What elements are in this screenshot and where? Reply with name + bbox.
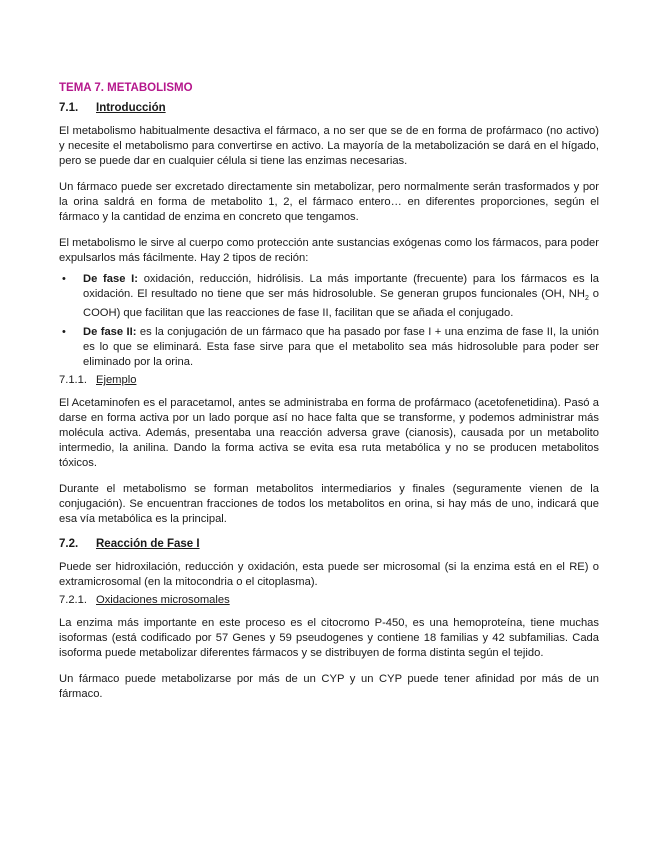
paragraph: El metabolismo habitualmente desactiva el fármaco, a no ser que se de en forma de profármaco (no activo) y necesite el metabolismo para convertirse en activo. La mayoría de la metabolización se dará en el hígado, pero se puede dar en cualquier célula si tiene las enzimas necesarias. xyxy=(59,125,599,167)
bullet-icon: • xyxy=(62,326,66,339)
bullet-icon: • xyxy=(62,273,66,285)
paragraph: El Acetaminofen es el paracetamol, antes se administraba en forma de profármaco (acetofenetidina). Pasó a darse en forma activa por un lado porque así no hace falta que se transforme, y podemos administrar más molécula activa. Además, presentaba una reacción adversa grave (cianosis), causada por un metabolito intermedio, la anilina. Dando la forma activa se evita esa ruta metabólica y no se producen metabolitos tóxicos. xyxy=(59,397,599,470)
reaction-types-list xyxy=(59,272,599,370)
document-page xyxy=(59,82,599,713)
list-item-label: De fase I: xyxy=(83,273,138,285)
section-number: 7.1. xyxy=(59,102,79,114)
section-title: Oxidaciones microsomales xyxy=(96,594,230,607)
subscript: 2 xyxy=(584,295,589,303)
list-item-text: oxidación, reducción, hidrólisis. La más importante (frecuente) para los fármacos es la oxidación. El resultado no tiene que ser más hidrosoluble. Se generan grupos funcionales (OH, NH xyxy=(83,273,599,300)
list-item-label: De fase II: xyxy=(83,326,137,339)
section-number: 7.2. xyxy=(59,538,79,551)
paragraph: Durante el metabolismo se forman metabolitos intermediarios y finales (seguramente vienen de la conjugación). Se encuentran fracciones de todos los metabolitos en orina, si hay más de uno, indicará que esa vía metabólica es la principal. xyxy=(59,483,599,526)
paragraph: Un fármaco puede ser excretado directamente sin metabolizar, pero normalmente serán trasformados y por la orina saldrá en forma de metabolito 1, 2, el fármaco entero… en diferentes proporciones, según el fármaco y la cantidad de enzima en concreto que tengamos. xyxy=(59,181,599,223)
section-heading-7-2-1 xyxy=(59,594,599,606)
section-heading-7-2 xyxy=(59,538,599,550)
paragraph: El metabolismo le sirve al cuerpo como protección ante sustancias exógenas como los fármacos, para poder expulsarlos más fácilmente. Hay 2 tipos de reción: xyxy=(59,237,599,264)
section-title: Reacción de Fase I xyxy=(96,538,200,551)
paragraph: Un fármaco puede metabolizarse por más de un CYP y un CYP puede tener afinidad por más de un fármaco. xyxy=(59,673,599,701)
section-heading-7-1 xyxy=(59,102,599,114)
section-number: 7.2.1. xyxy=(59,594,87,607)
list-item-text: es la conjugación de un fármaco que ha pasado por fase I + una enzima de fase II, la unión es lo que se eliminará. Esta fase sirve para que el metabolito sea más hidrosoluble para poder ser eliminado por la orina. xyxy=(83,326,599,369)
list-item-fase-2 xyxy=(59,325,599,370)
paragraph: La enzima más importante en este proceso es el citocromo P-450, es una hemoproteína, tiene muchas isoformas (está codificado por 57 Genes y 59 pseudogenes y contiene 18 familias y 42 subfamilias. Cada isoforma puede metabolizar diferentes fármacos y se distribuyen de forma distinta según el tejido. xyxy=(59,617,599,660)
list-item-fase-1 xyxy=(59,272,599,321)
list-item-text: o COOH) que facilitan que las reacciones de fase II, facilitan que se añada el conjugado. xyxy=(83,288,599,320)
topic-title: TEMA 7. METABOLISMO xyxy=(59,82,193,94)
section-number: 7.1.1. xyxy=(59,374,87,387)
section-heading-7-1-1 xyxy=(59,374,599,386)
paragraph: Puede ser hidroxilación, reducción y oxidación, esta puede ser microsomal (si la enzima está en el RE) o extramicrosomal (en la mitocondria o el citoplasma). xyxy=(59,561,599,589)
section-title: Ejemplo xyxy=(96,374,137,387)
section-title: Introducción xyxy=(96,102,166,114)
